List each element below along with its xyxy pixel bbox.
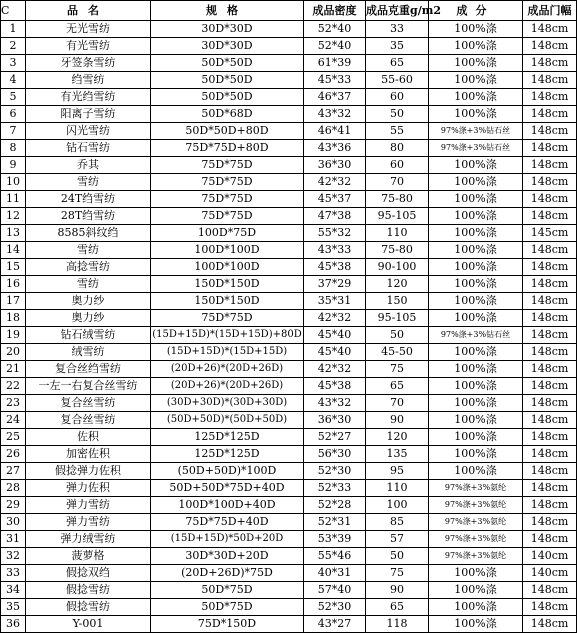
density-cell[interactable]: 45*40: [304, 344, 366, 361]
width-cell[interactable]: 148cm: [523, 378, 577, 395]
density-cell[interactable]: 61*39: [304, 55, 366, 72]
width-cell[interactable]: 148cm: [523, 242, 577, 259]
composition-cell[interactable]: 100%涤: [429, 259, 523, 276]
table-row: [1, 55, 577, 72]
row-number-cell[interactable]: 1: [1, 21, 26, 38]
header-composition[interactable]: 成分: [429, 1, 523, 21]
product-name-cell[interactable]: 奥力纱: [26, 293, 151, 310]
composition-cell[interactable]: 100%涤: [429, 344, 523, 361]
product-name-cell[interactable]: 假捻雪纺: [26, 582, 151, 599]
weight-cell[interactable]: 55: [366, 123, 429, 140]
row-number-cell[interactable]: 10: [1, 174, 26, 191]
table-row: [1, 344, 577, 361]
density-cell[interactable]: 42*32: [304, 310, 366, 327]
table-row: [1, 497, 577, 514]
row-number-cell[interactable]: 18: [1, 310, 26, 327]
composition-cell[interactable]: 100%涤: [429, 599, 523, 616]
row-number-cell[interactable]: 22: [1, 378, 26, 395]
composition-cell[interactable]: 100%涤: [429, 293, 523, 310]
density-cell[interactable]: 35*31: [304, 293, 366, 310]
weight-cell[interactable]: 90: [366, 412, 429, 429]
weight-cell[interactable]: 45-50: [366, 344, 429, 361]
product-name-cell[interactable]: 菠萝格: [26, 548, 151, 565]
row-number-cell[interactable]: 27: [1, 463, 26, 480]
product-name-cell[interactable]: 钻石绒雪纺: [26, 327, 151, 344]
composition-cell[interactable]: 100%涤: [429, 72, 523, 89]
spec-cell[interactable]: (50D+50D)*100D: [151, 463, 304, 480]
width-cell[interactable]: 148cm: [523, 480, 577, 497]
width-cell[interactable]: 148cm: [523, 497, 577, 514]
row-number-cell[interactable]: 34: [1, 582, 26, 599]
width-cell[interactable]: 148cm: [523, 140, 577, 157]
table-row: [1, 531, 577, 548]
spec-cell[interactable]: 75D*75D: [151, 310, 304, 327]
composition-cell[interactable]: 100%涤: [429, 276, 523, 293]
weight-cell[interactable]: 95-105: [366, 208, 429, 225]
density-cell[interactable]: 45*33: [304, 72, 366, 89]
width-cell[interactable]: 148cm: [523, 395, 577, 412]
width-cell[interactable]: 148cm: [523, 276, 577, 293]
spec-cell[interactable]: 150D*150D: [151, 276, 304, 293]
product-name-cell[interactable]: 牙签条雪纺: [26, 55, 151, 72]
table-row: [1, 140, 577, 157]
table-row: [1, 463, 577, 480]
table-row: [1, 412, 577, 429]
table-row: [1, 225, 577, 242]
composition-cell[interactable]: 97%涤+3%氨纶: [429, 497, 523, 514]
row-number-cell[interactable]: 5: [1, 89, 26, 106]
product-name-cell[interactable]: 高捻雪纺: [26, 259, 151, 276]
density-cell[interactable]: 43*27: [304, 616, 366, 633]
density-cell[interactable]: 45*37: [304, 191, 366, 208]
table-row: [1, 191, 577, 208]
spec-cell[interactable]: 50D*75D: [151, 599, 304, 616]
width-cell[interactable]: 148cm: [523, 429, 577, 446]
density-cell[interactable]: 57*40: [304, 582, 366, 599]
weight-cell[interactable]: 65: [366, 55, 429, 72]
weight-cell[interactable]: 100: [366, 497, 429, 514]
spec-cell[interactable]: 75D*75D+40D: [151, 514, 304, 531]
spec-cell[interactable]: 30D*30D: [151, 38, 304, 55]
density-cell[interactable]: 37*29: [304, 276, 366, 293]
composition-cell[interactable]: 100%涤: [429, 106, 523, 123]
product-name-cell[interactable]: 雪纺: [26, 242, 151, 259]
density-cell[interactable]: 36*30: [304, 412, 366, 429]
composition-cell[interactable]: 100%涤: [429, 21, 523, 38]
composition-cell[interactable]: 100%涤: [429, 191, 523, 208]
width-cell[interactable]: 140cm: [523, 548, 577, 565]
width-cell[interactable]: 148cm: [523, 616, 577, 633]
row-number-cell[interactable]: 11: [1, 191, 26, 208]
spec-cell[interactable]: (30D+30D)*(30D+30D): [151, 395, 304, 412]
row-number-cell[interactable]: 4: [1, 72, 26, 89]
width-cell[interactable]: 148cm: [523, 89, 577, 106]
table-row: [1, 514, 577, 531]
composition-cell[interactable]: 97%涤+3%钻石丝: [429, 123, 523, 140]
spec-cell[interactable]: (20D+26)*(20D+26D): [151, 378, 304, 395]
spec-cell[interactable]: 100D*75D: [151, 225, 304, 242]
composition-cell[interactable]: 100%涤: [429, 463, 523, 480]
composition-cell[interactable]: 100%涤: [429, 446, 523, 463]
weight-cell[interactable]: 57: [366, 531, 429, 548]
table-row: [1, 38, 577, 55]
row-number-cell[interactable]: 25: [1, 429, 26, 446]
table-row: [1, 429, 577, 446]
weight-cell[interactable]: 75: [366, 565, 429, 582]
product-name-cell[interactable]: 雪纺: [26, 276, 151, 293]
spec-cell[interactable]: 100D*100D+40D: [151, 497, 304, 514]
spec-cell[interactable]: 125D*125D: [151, 446, 304, 463]
weight-cell[interactable]: 33: [366, 21, 429, 38]
density-cell[interactable]: 52*28: [304, 497, 366, 514]
width-cell[interactable]: 140cm: [523, 565, 577, 582]
table-body: [1, 21, 577, 633]
spec-cell[interactable]: 30D*30D: [151, 21, 304, 38]
row-number-cell[interactable]: 21: [1, 361, 26, 378]
table-row: [1, 293, 577, 310]
composition-cell[interactable]: 97%涤+3%氨纶: [429, 514, 523, 531]
spec-cell[interactable]: 30D*30D+20D: [151, 548, 304, 565]
weight-cell[interactable]: 118: [366, 616, 429, 633]
weight-cell[interactable]: 55-60: [366, 72, 429, 89]
spec-cell[interactable]: 75D*75D: [151, 191, 304, 208]
table-row: [1, 123, 577, 140]
width-cell[interactable]: 148cm: [523, 310, 577, 327]
composition-cell[interactable]: 100%涤: [429, 89, 523, 106]
width-cell[interactable]: 148cm: [523, 38, 577, 55]
product-name-cell[interactable]: 乔其: [26, 157, 151, 174]
row-number-cell[interactable]: 13: [1, 225, 26, 242]
table-row: [1, 276, 577, 293]
density-cell[interactable]: 46*41: [304, 123, 366, 140]
product-name-cell[interactable]: Y-001: [26, 616, 151, 633]
width-cell[interactable]: 148cm: [523, 157, 577, 174]
row-number-cell[interactable]: 16: [1, 276, 26, 293]
product-name-cell[interactable]: 24T绉雪纺: [26, 191, 151, 208]
weight-cell[interactable]: 80: [366, 140, 429, 157]
density-cell[interactable]: 36*30: [304, 157, 366, 174]
weight-cell[interactable]: 75: [366, 361, 429, 378]
product-name-cell[interactable]: 佐积: [26, 429, 151, 446]
density-cell[interactable]: 47*38: [304, 208, 366, 225]
width-cell[interactable]: 148cm: [523, 191, 577, 208]
weight-cell[interactable]: 65: [366, 378, 429, 395]
product-name-cell[interactable]: 有光雪纺: [26, 38, 151, 55]
weight-cell[interactable]: 70: [366, 174, 429, 191]
product-name-cell[interactable]: 弹力雪纺: [26, 514, 151, 531]
product-name-cell[interactable]: 阳离子雪纺: [26, 106, 151, 123]
weight-cell[interactable]: 75-80: [366, 242, 429, 259]
density-cell[interactable]: 45*38: [304, 259, 366, 276]
weight-cell[interactable]: 85: [366, 514, 429, 531]
table-row: [1, 446, 577, 463]
weight-cell[interactable]: 50: [366, 327, 429, 344]
product-name-cell[interactable]: 复合丝绉雪纺: [26, 361, 151, 378]
spec-cell[interactable]: 50D+50D*75D+40D: [151, 480, 304, 497]
width-cell[interactable]: 148cm: [523, 55, 577, 72]
weight-cell[interactable]: 95: [366, 463, 429, 480]
density-cell[interactable]: 55*46: [304, 548, 366, 565]
table-row: [1, 21, 577, 38]
spec-cell[interactable]: 50D*75D: [151, 582, 304, 599]
table-row: [1, 378, 577, 395]
table-row: [1, 361, 577, 378]
spec-cell[interactable]: 75D*75D: [151, 174, 304, 191]
table-row: [1, 310, 577, 327]
product-name-cell[interactable]: 假捻双绉: [26, 565, 151, 582]
density-cell[interactable]: 52*30: [304, 463, 366, 480]
composition-cell[interactable]: 100%涤: [429, 616, 523, 633]
row-number-cell[interactable]: 28: [1, 480, 26, 497]
row-number-cell[interactable]: 14: [1, 242, 26, 259]
weight-cell[interactable]: 120: [366, 276, 429, 293]
width-cell[interactable]: 148cm: [523, 412, 577, 429]
spec-cell[interactable]: 100D*100D: [151, 259, 304, 276]
density-cell[interactable]: 55*32: [304, 225, 366, 242]
composition-cell[interactable]: 100%涤: [429, 429, 523, 446]
header-name[interactable]: 品名: [26, 1, 151, 21]
composition-cell[interactable]: 97%涤+3%钻石丝: [429, 327, 523, 344]
width-cell[interactable]: 145cm: [523, 225, 577, 242]
composition-cell[interactable]: 100%涤: [429, 378, 523, 395]
row-number-cell[interactable]: 12: [1, 208, 26, 225]
product-name-cell[interactable]: 弹力绒雪纺: [26, 531, 151, 548]
product-name-cell[interactable]: 弹力佐积: [26, 480, 151, 497]
composition-cell[interactable]: 100%涤: [429, 208, 523, 225]
composition-cell[interactable]: 100%涤: [429, 55, 523, 72]
row-number-cell[interactable]: 9: [1, 157, 26, 174]
width-cell[interactable]: 148cm: [523, 21, 577, 38]
spec-cell[interactable]: 50D*50D: [151, 89, 304, 106]
row-number-cell[interactable]: 26: [1, 446, 26, 463]
density-cell[interactable]: 52*33: [304, 480, 366, 497]
density-cell[interactable]: 43*36: [304, 140, 366, 157]
row-number-cell[interactable]: 24: [1, 412, 26, 429]
composition-cell[interactable]: 100%涤: [429, 565, 523, 582]
spec-cell[interactable]: (50D+50D)*(50D+50D): [151, 412, 304, 429]
header-width[interactable]: 成品门幅: [523, 1, 577, 21]
product-name-cell[interactable]: 绒雪纺: [26, 344, 151, 361]
density-cell[interactable]: 46*37: [304, 89, 366, 106]
product-name-cell[interactable]: 加密佐积: [26, 446, 151, 463]
width-cell[interactable]: 148cm: [523, 327, 577, 344]
density-cell[interactable]: 45*38: [304, 378, 366, 395]
composition-cell[interactable]: 100%涤: [429, 38, 523, 55]
spec-cell[interactable]: 125D*125D: [151, 429, 304, 446]
header-row: [1, 1, 577, 21]
weight-cell[interactable]: 60: [366, 157, 429, 174]
spec-cell[interactable]: 75D*75D+80D: [151, 140, 304, 157]
weight-cell[interactable]: 50: [366, 106, 429, 123]
composition-cell[interactable]: 100%涤: [429, 412, 523, 429]
header-spec[interactable]: 规格: [151, 1, 304, 21]
spec-cell[interactable]: (15D+15D)*(15D+15D): [151, 344, 304, 361]
weight-cell[interactable]: 110: [366, 225, 429, 242]
weight-cell[interactable]: 150: [366, 293, 429, 310]
weight-cell[interactable]: 75-80: [366, 191, 429, 208]
composition-cell[interactable]: 97%涤+3%钻石丝: [429, 140, 523, 157]
density-cell[interactable]: 53*39: [304, 531, 366, 548]
weight-cell[interactable]: 135: [366, 446, 429, 463]
width-cell[interactable]: 148cm: [523, 208, 577, 225]
product-name-cell[interactable]: 8585斜纹绉: [26, 225, 151, 242]
header-col-c[interactable]: C: [1, 1, 26, 21]
width-cell[interactable]: 148cm: [523, 514, 577, 531]
header-weight[interactable]: 成品克重g/m2: [366, 1, 429, 21]
table-row: [1, 480, 577, 497]
density-cell[interactable]: 52*31: [304, 514, 366, 531]
table-row: [1, 72, 577, 89]
product-name-cell[interactable]: 闪光雪纺: [26, 123, 151, 140]
spec-cell[interactable]: 50D*50D+80D: [151, 123, 304, 140]
product-name-cell[interactable]: 钻石雪纺: [26, 140, 151, 157]
table-row: [1, 548, 577, 565]
row-number-cell[interactable]: 2: [1, 38, 26, 55]
spec-cell[interactable]: (20D+26)*(20D+26D): [151, 361, 304, 378]
table-row: [1, 89, 577, 106]
row-number-cell[interactable]: 19: [1, 327, 26, 344]
table-row: [1, 565, 577, 582]
weight-cell[interactable]: 120: [366, 429, 429, 446]
width-cell[interactable]: 148cm: [523, 599, 577, 616]
spec-cell[interactable]: (20D+26D)*75D: [151, 565, 304, 582]
product-name-cell[interactable]: 雪纺: [26, 174, 151, 191]
table-row: [1, 106, 577, 123]
density-cell[interactable]: 52*40: [304, 21, 366, 38]
density-cell[interactable]: 56*30: [304, 446, 366, 463]
density-cell[interactable]: 40*31: [304, 565, 366, 582]
composition-cell[interactable]: 97%涤+3%氨纶: [429, 480, 523, 497]
row-number-cell[interactable]: 20: [1, 344, 26, 361]
product-name-cell[interactable]: 28T绉雪纺: [26, 208, 151, 225]
spec-cell[interactable]: (15D+15D)*50D+20D: [151, 531, 304, 548]
row-number-cell[interactable]: 31: [1, 531, 26, 548]
density-cell[interactable]: 52*40: [304, 38, 366, 55]
width-cell[interactable]: 148cm: [523, 582, 577, 599]
spec-cell[interactable]: 50D*50D: [151, 72, 304, 89]
density-cell[interactable]: 43*33: [304, 242, 366, 259]
spec-cell[interactable]: (15D+15D)*(15D+15D)+80D: [151, 327, 304, 344]
row-number-cell[interactable]: 30: [1, 514, 26, 531]
table-row: [1, 395, 577, 412]
density-cell[interactable]: 52*30: [304, 599, 366, 616]
weight-cell[interactable]: 95-105: [366, 310, 429, 327]
width-cell[interactable]: 148cm: [523, 463, 577, 480]
table-row: [1, 582, 577, 599]
row-number-cell[interactable]: 32: [1, 548, 26, 565]
row-number-cell[interactable]: 36: [1, 616, 26, 633]
row-number-cell[interactable]: 8: [1, 140, 26, 157]
width-cell[interactable]: 148cm: [523, 106, 577, 123]
row-number-cell[interactable]: 29: [1, 497, 26, 514]
row-number-cell[interactable]: 7: [1, 123, 26, 140]
header-density[interactable]: 成品密度: [304, 1, 366, 21]
product-name-cell[interactable]: 假捻弹力佐积: [26, 463, 151, 480]
spec-cell[interactable]: 75D*150D: [151, 616, 304, 633]
composition-cell[interactable]: 100%涤: [429, 225, 523, 242]
composition-cell[interactable]: 97%涤+3%氨纶: [429, 531, 523, 548]
density-cell[interactable]: 45*40: [304, 327, 366, 344]
product-name-cell[interactable]: 奥力纱: [26, 310, 151, 327]
weight-cell[interactable]: 60: [366, 89, 429, 106]
product-name-cell[interactable]: 一左一右复合丝雪纺: [26, 378, 151, 395]
product-name-cell[interactable]: 假捻雪纺: [26, 599, 151, 616]
width-cell[interactable]: 148cm: [523, 72, 577, 89]
width-cell[interactable]: 148cm: [523, 531, 577, 548]
table-row: [1, 327, 577, 344]
product-name-cell[interactable]: 弹力雪纺: [26, 497, 151, 514]
product-name-cell[interactable]: 无光雪纺: [26, 21, 151, 38]
composition-cell[interactable]: 100%涤: [429, 242, 523, 259]
composition-cell[interactable]: 100%涤: [429, 174, 523, 191]
weight-cell[interactable]: 90: [366, 582, 429, 599]
product-name-cell[interactable]: 复合丝雪纺: [26, 395, 151, 412]
composition-cell[interactable]: 100%涤: [429, 310, 523, 327]
width-cell[interactable]: 148cm: [523, 293, 577, 310]
product-name-cell[interactable]: 有光绉雪纺: [26, 89, 151, 106]
width-cell[interactable]: 148cm: [523, 123, 577, 140]
density-cell[interactable]: 43*32: [304, 395, 366, 412]
spec-cell[interactable]: 75D*75D: [151, 208, 304, 225]
table-row: [1, 157, 577, 174]
table-row: [1, 599, 577, 616]
row-number-cell[interactable]: 6: [1, 106, 26, 123]
table-row: [1, 208, 577, 225]
spec-cell[interactable]: 75D*75D: [151, 157, 304, 174]
table-row: [1, 174, 577, 191]
weight-cell[interactable]: 50: [366, 548, 429, 565]
table-row: [1, 616, 577, 633]
product-name-cell[interactable]: 绉雪纺: [26, 72, 151, 89]
composition-cell[interactable]: 97%涤+3%氨纶: [429, 548, 523, 565]
weight-cell[interactable]: 90-100: [366, 259, 429, 276]
composition-cell[interactable]: 100%涤: [429, 157, 523, 174]
table-row: [1, 242, 577, 259]
width-cell[interactable]: 148cm: [523, 259, 577, 276]
row-number-cell[interactable]: 33: [1, 565, 26, 582]
row-number-cell[interactable]: 17: [1, 293, 26, 310]
density-cell[interactable]: 43*32: [304, 106, 366, 123]
composition-cell[interactable]: 100%涤: [429, 361, 523, 378]
density-cell[interactable]: 42*32: [304, 361, 366, 378]
composition-cell[interactable]: 100%涤: [429, 582, 523, 599]
spec-cell[interactable]: 100D*100D: [151, 242, 304, 259]
weight-cell[interactable]: 110: [366, 480, 429, 497]
spec-cell[interactable]: 150D*150D: [151, 293, 304, 310]
width-cell[interactable]: 148cm: [523, 446, 577, 463]
weight-cell[interactable]: 65: [366, 599, 429, 616]
spec-cell[interactable]: 50D*50D: [151, 55, 304, 72]
width-cell[interactable]: 148cm: [523, 344, 577, 361]
row-number-cell[interactable]: 23: [1, 395, 26, 412]
width-cell[interactable]: 148cm: [523, 361, 577, 378]
weight-cell[interactable]: 35: [366, 38, 429, 55]
table-row: [1, 259, 577, 276]
spec-cell[interactable]: 50D*68D: [151, 106, 304, 123]
width-cell[interactable]: 148cm: [523, 174, 577, 191]
density-cell[interactable]: 42*32: [304, 174, 366, 191]
product-name-cell[interactable]: 复合丝雪纺: [26, 412, 151, 429]
row-number-cell[interactable]: 3: [1, 55, 26, 72]
density-cell[interactable]: 52*27: [304, 429, 366, 446]
composition-cell[interactable]: 100%涤: [429, 395, 523, 412]
row-number-cell[interactable]: 35: [1, 599, 26, 616]
row-number-cell[interactable]: 15: [1, 259, 26, 276]
weight-cell[interactable]: 70: [366, 395, 429, 412]
